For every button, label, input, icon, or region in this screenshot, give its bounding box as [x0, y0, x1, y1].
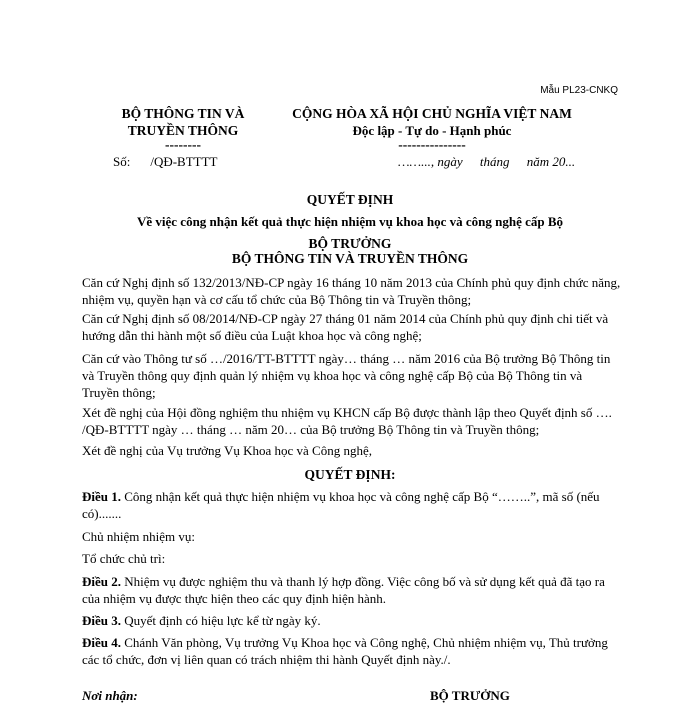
- preamble-paragraph: Căn cứ vào Thông tư số …/2016/TT-BTTTT ngày… tháng … năm 2016 của Bộ trưởng Bộ Thông tin và Truyền thông quy định quản lý nhiệm vụ khoa học và công nghệ cấp Bộ của Bộ Thông tin và Truyền thông;: [82, 351, 611, 400]
- decision-heading: QUYẾT ĐỊNH:: [304, 467, 396, 482]
- date-month: tháng: [479, 154, 510, 169]
- minister-line-1: BỘ TRƯỞNG: [308, 236, 392, 251]
- document-number: [113, 154, 218, 170]
- article-2-label: Điều 2.: [82, 574, 121, 589]
- document-title: QUYẾT ĐỊNH: [306, 192, 394, 207]
- preamble-paragraph: Xét đề nghị của Vụ trưởng Vụ Khoa học và Công nghệ,: [82, 443, 372, 458]
- agency-line-1: BỘ THÔNG TIN VÀ: [121, 106, 245, 121]
- nation-motto: Độc lập - Tự do - Hạnh phúc: [352, 123, 512, 138]
- article-4: [82, 634, 622, 668]
- preamble-paragraph: Xét đề nghị của Hội đồng nghiệm thu nhiệm vụ KHCN cấp Bộ được thành lập theo Quyết định số …. /QĐ-BTTTT ngày … tháng … năm 20… của Bộ trưởng Bộ Thông tin và Truyền thông;: [82, 405, 612, 437]
- article-3-text: Quyết định có hiệu lực kể từ ngày ký.: [124, 613, 321, 628]
- date-line: [398, 154, 589, 170]
- agency-line-2: TRUYỀN THÔNG: [127, 123, 239, 138]
- article-4-text: Chánh Văn phòng, Vụ trưởng Vụ Khoa học và Công nghệ, Chủ nhiệm nhiệm vụ, Thủ trưởng các tổ chức, đơn vị liên quan có trách nhiệm thi hành Quyết định này./.: [82, 635, 608, 667]
- date-place: ……..., ngày: [398, 154, 463, 169]
- doc-number-label: Số:: [113, 154, 131, 169]
- article-2: [82, 573, 622, 607]
- article-4-label: Điều 4.: [82, 635, 121, 650]
- national-header: [272, 105, 592, 151]
- preamble-paragraph: Căn cứ Nghị định số 132/2013/NĐ-CP ngày 16 tháng 10 năm 2013 của Chính phủ quy định chức năng, nhiệm vụ, quyền hạn và cơ cấu tổ chức của Bộ Thông tin và Truyền thông;: [82, 275, 621, 307]
- date-year: năm 20...: [526, 154, 576, 169]
- document-subtitle: Về việc công nhận kết quả thực hiện nhiệm vụ khoa học và công nghệ cấp Bộ: [136, 214, 564, 229]
- signer-title: BỘ TRƯỞNG: [430, 688, 510, 703]
- agency-divider: --------: [165, 137, 201, 152]
- issuing-agency: [88, 105, 278, 151]
- nation-divider: ---------------: [398, 137, 466, 152]
- minister-heading: [0, 236, 700, 266]
- preamble-paragraph: Căn cứ Nghị định số 08/2014/NĐ-CP ngày 27 tháng 01 năm 2014 của Chính phủ quy định chi tiết và hướng dẫn thi hành một số điều của Luật khoa học và công nghệ;: [82, 311, 609, 343]
- form-code: Mẫu PL23-CNKQ: [540, 85, 618, 96]
- nation-name: CỘNG HÒA XÃ HỘI CHỦ NGHĨA VIỆT NAM: [292, 106, 572, 121]
- article-2-text: Nhiệm vụ được nghiệm thu và thanh lý hợp đồng. Việc công bố và sử dụng kết quả đã tạo ra của nhiệm vụ được thực hiện theo các quy định hiện hành.: [82, 574, 605, 606]
- minister-line-2: BỘ THÔNG TIN VÀ TRUYỀN THÔNG: [231, 251, 469, 266]
- recipients-label: Nơi nhận:: [82, 688, 138, 703]
- article-3: [82, 612, 622, 629]
- host-organization-line: Tổ chức chủ trì:: [82, 551, 166, 566]
- project-lead-line: Chủ nhiệm nhiệm vụ:: [82, 529, 196, 544]
- article-1-text: Công nhận kết quả thực hiện nhiệm vụ khoa học và công nghệ cấp Bộ “……..”, mã số (nếu có).......: [82, 489, 600, 521]
- doc-number-value: /QĐ-BTTTT: [150, 154, 218, 169]
- article-1: [82, 488, 622, 522]
- article-1-label: Điều 1.: [82, 489, 121, 504]
- article-3-label: Điều 3.: [82, 613, 121, 628]
